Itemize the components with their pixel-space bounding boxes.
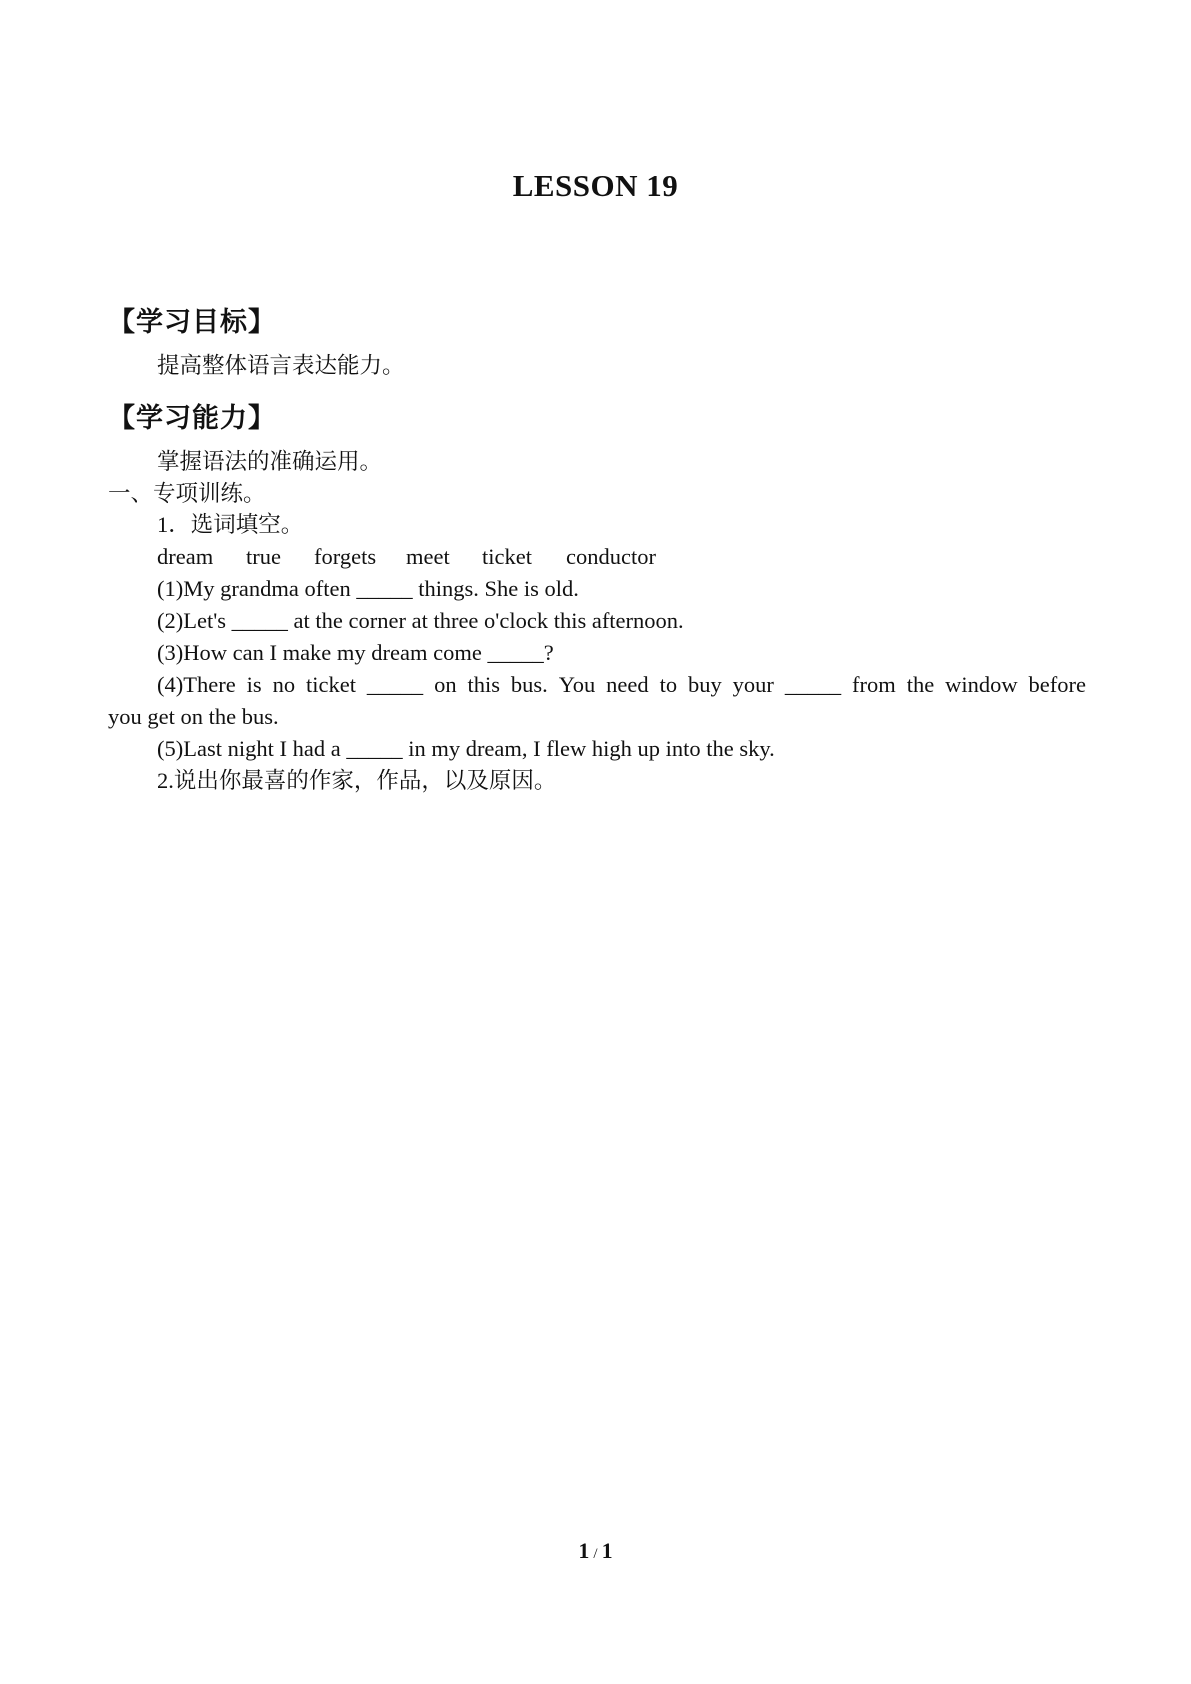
question-4-word: to: [659, 672, 678, 697]
question-4-blank: _____: [784, 672, 842, 697]
section-heading-learning-ability: 【学习能力】: [108, 403, 276, 434]
learning-ability-text: 掌握语法的准确运用。: [157, 449, 383, 474]
question-2: (2)Let's _____ at the corner at three o'clock this afternoon.: [157, 608, 684, 633]
word-bank-item: dream: [157, 544, 214, 569]
total-pages: 1: [601, 1538, 613, 1563]
word-bank-item: forgets: [314, 544, 377, 569]
question-4-word: buy: [688, 672, 722, 697]
question-4-word: the: [906, 672, 935, 697]
word-bank-item: meet: [406, 544, 450, 569]
learning-goals-text: 提高整体语言表达能力。: [157, 353, 405, 378]
word-bank: [157, 541, 656, 573]
task-two-title: 2.说出你最喜的作家，作品，以及原因。: [157, 768, 557, 793]
current-page: 1: [578, 1538, 590, 1563]
task-one-title: 1．选词填空。: [157, 512, 304, 537]
document-title: LESSON 19: [512, 168, 679, 203]
question-4-word: no: [272, 672, 296, 697]
page-separator: /: [593, 1546, 598, 1562]
word-bank-item: true: [246, 544, 281, 569]
question-4-word: is: [246, 672, 262, 697]
question-4-word: window: [945, 672, 1018, 697]
question-4-word: You: [558, 672, 596, 697]
section-heading-learning-goals: 【学习目标】: [108, 307, 276, 338]
page-number: [0, 1538, 1191, 1564]
question-4-word: from: [852, 672, 896, 697]
question-4-word: this: [467, 672, 500, 697]
question-4-word: bus.: [510, 672, 548, 697]
question-4-blank: _____: [366, 672, 424, 697]
question-4-continuation: you get on the bus.: [108, 704, 279, 729]
question-4-word: your: [732, 672, 774, 697]
question-4-word: ticket: [305, 672, 356, 697]
question-3: (3)How can I make my dream come _____?: [157, 640, 554, 665]
word-bank-item: conductor: [566, 544, 656, 569]
question-5: (5)Last night I had a _____ in my dream, I flew high up into the sky.: [157, 736, 775, 761]
word-bank-item: ticket: [482, 544, 532, 569]
question-4-word: before: [1028, 672, 1086, 697]
question-4-word: on: [434, 672, 457, 697]
part-one-title: 一、专项训练。: [108, 481, 266, 506]
question-4-word: (4)There: [157, 672, 236, 697]
question-1: (1)My grandma often _____ things. She is old.: [157, 576, 579, 601]
question-4-word: need: [606, 672, 649, 697]
question-4: [157, 669, 1086, 701]
